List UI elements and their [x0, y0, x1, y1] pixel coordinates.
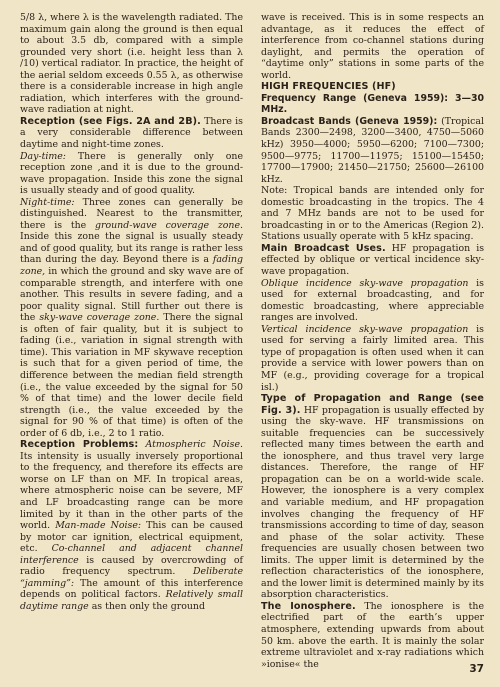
cochannel-label: Co-channel and adjacent channel interference — [20, 543, 244, 566]
jamming-label: Deliberate “jamming”: — [20, 566, 243, 589]
main-uses-paragraph — [261, 243, 484, 278]
note-paragraph: Note: Tropical bands are intended only for domestic broadcasting in the tropics. The 4 and 7 MHz bands are not to be used for broadcasting in or to the Americas (Region 2). Stations usually operate with 5 kHz spacing. — [261, 185, 484, 243]
nighttime-text-2: Inside this zone the signal is usually steady and of good quality, but its range is rather less than during the day. Beyond there is a — [20, 231, 243, 266]
reception-paragraph — [20, 116, 243, 151]
manmade-text: This can be caused by motor car ignition, electrical equipment, etc. — [20, 520, 243, 555]
left-paragraph-1: 5/8 λ, where λ is the wavelength radiated. The maximum gain along the ground is then equal to about 3.5 db, compared with a simple grounded very short (i.e. height less than λ /10) vertical radiator. In practice, the height of the aerial seldom exceeds 0.55 λ, as otherwise there is a considerable increase in high angle radiation, which interferes with the ground-wave radiation at night. — [20, 12, 243, 116]
cochannel-text: is caused by overcrowding of radio frequency spectrum. — [20, 554, 243, 578]
left-column — [20, 12, 243, 670]
nighttime-paragraph — [20, 197, 243, 439]
nighttime-text-4: There the signal is often of fair quality, but it is subject to fading (i.e., variation in signal strength with time). This variation in MF skywave reception is such that for a given period of time, the difference between the median field strength (i.e., the value exceeded by the signal for 50 % of that time) and the lower decile field strength (i.e., the value exceeded by the signal for 90 % of that time) is often of the order of 6 db, i.e., 2 to 1 ratio. — [20, 312, 243, 439]
oblique-text: is used for external broadcasting, and for domestic broadcasting, where appreciable ranges are involved. — [261, 277, 484, 324]
oblique-paragraph — [261, 278, 484, 324]
right-paragraph-1: wave is received. This is in some respects an advantage, as it reduces the effect of interference from co-channel stations during daylight, and permits the operation of “daytime only” stations in some parts of the world. — [261, 12, 484, 81]
sky-wave-zone-term: sky-wave coverage zone. — [39, 312, 160, 324]
vertical-text: is used for serving a fairly limited area. This type of propagation is often used when it can provide a service with lower powers than on MF (e.g., providing coverage for a tropical isl.) — [261, 323, 484, 393]
jamming-text: The amount of this interference depends on political factors. — [20, 577, 243, 601]
hf-heading: HIGH FREQUENCIES (HF) — [261, 81, 396, 93]
page-number: 37 — [469, 663, 484, 675]
problems-paragraph — [20, 439, 243, 612]
atmospheric-text: Its intensity is usually inversely proportional to the frequency, and therefore its effects are worse on LF than on MF. In tropical areas, where atmospheric noise can be severe, MF and LF broadcasting range can be more limited by it than in the other parts of the world. — [20, 450, 243, 532]
atmospheric-label: Atmospheric Noise. — [145, 439, 243, 451]
ionosphere-text: The ionosphere is the electrified part of the earth’s upper atmosphere, extending upwards from about 50 km. above the earth. It is mainly the solar extreme ultraviolet and x-ray radiations which »ionise« the — [261, 600, 484, 670]
ground-wave-zone-term: ground-wave coverage zone. — [95, 219, 243, 231]
oblique-label: Oblique incidence sky-wave propagation — [261, 277, 469, 289]
bands-text: (Tropical Bands 2300—2498, 3200—3400, 4750—5060 kHz) 3950—4000; 5950—6200; 7100—7300; 9500—9775; 11700—11975; 15100—15450; 17700—17900; 21450—21750; 25600—26100 kHz. — [261, 115, 485, 185]
type-heading: Type of Propagation and Range (see Fig. 3). — [261, 393, 484, 416]
bands-heading: Broadcast Bands (Geneva 1959): — [261, 115, 438, 127]
text-columns — [20, 12, 484, 670]
daytime-label: Day-time: — [20, 150, 66, 162]
main-uses-heading: Main Broadcast Uses. — [261, 242, 386, 254]
daytime-paragraph — [20, 151, 243, 197]
reception-heading: Reception (see Figs. 2A and 2B). — [20, 115, 201, 127]
right-column — [261, 12, 484, 670]
manmade-label: Man-made Noise: — [55, 520, 142, 532]
freq-range-heading: Frequency Range (Geneva 1959): — [261, 92, 449, 104]
daytime-text: There is generally only one reception zone ,and it is due to the ground-wave propagation. Inside this zone the signal is usually steady and of good quality. — [20, 150, 243, 197]
problems-heading: Reception Problems: — [20, 439, 139, 451]
nighttime-label: Night-time: — [20, 196, 75, 208]
ionosphere-paragraph — [261, 601, 484, 670]
nighttime-text-1: Three zones can generally be distinguished. Nearest to the transmitter, there is the — [20, 196, 243, 231]
daytime-range-label: Relatively small daytime range — [20, 589, 243, 612]
bands-paragraph — [261, 116, 484, 185]
main-uses-text: HF propagation is effected by oblique or vertical incidence sky-wave propagation. — [261, 242, 485, 278]
freq-range-paragraph — [261, 93, 484, 116]
vertical-label: Vertical incidence sky-wave propagation — [261, 323, 469, 335]
ionosphere-heading: The Ionosphere. — [261, 600, 356, 612]
nighttime-text-3: in which the ground and sky wave are of comparable strength, and interfere with one another. This results in severe fading, and a poor quality signal. Still further out there is the — [20, 266, 243, 324]
type-text: HF propagation is usually effected by using the sky-wave. HF transmissions on suitable frequencies can be successively reflected many times between the earth and the ionosphere, and thus travel very large distances. Therefore, the range of HF propagation can be on a world-wide scale. However, the ionosphere is a very complex and variable medium, and HF propagation involves changing the frequency of HF transmissions according to time of day, season and phase of the solar activity. These frequencies are usually chosen between two limits. The upper limit is determined by the reflection characteristics of the ionosphere, and the lower limit is determined mainly by its absorption characteristics. — [261, 404, 484, 601]
vertical-paragraph — [261, 324, 484, 393]
reception-text: There is a very considerable difference between daytime and night-time zones. — [20, 115, 243, 151]
daytime-range-text: as then only the ground — [88, 600, 205, 612]
fading-zone-term: fading zone, — [20, 254, 243, 278]
freq-range-text: 3—30 MHz. — [261, 92, 484, 116]
type-paragraph — [261, 393, 484, 601]
